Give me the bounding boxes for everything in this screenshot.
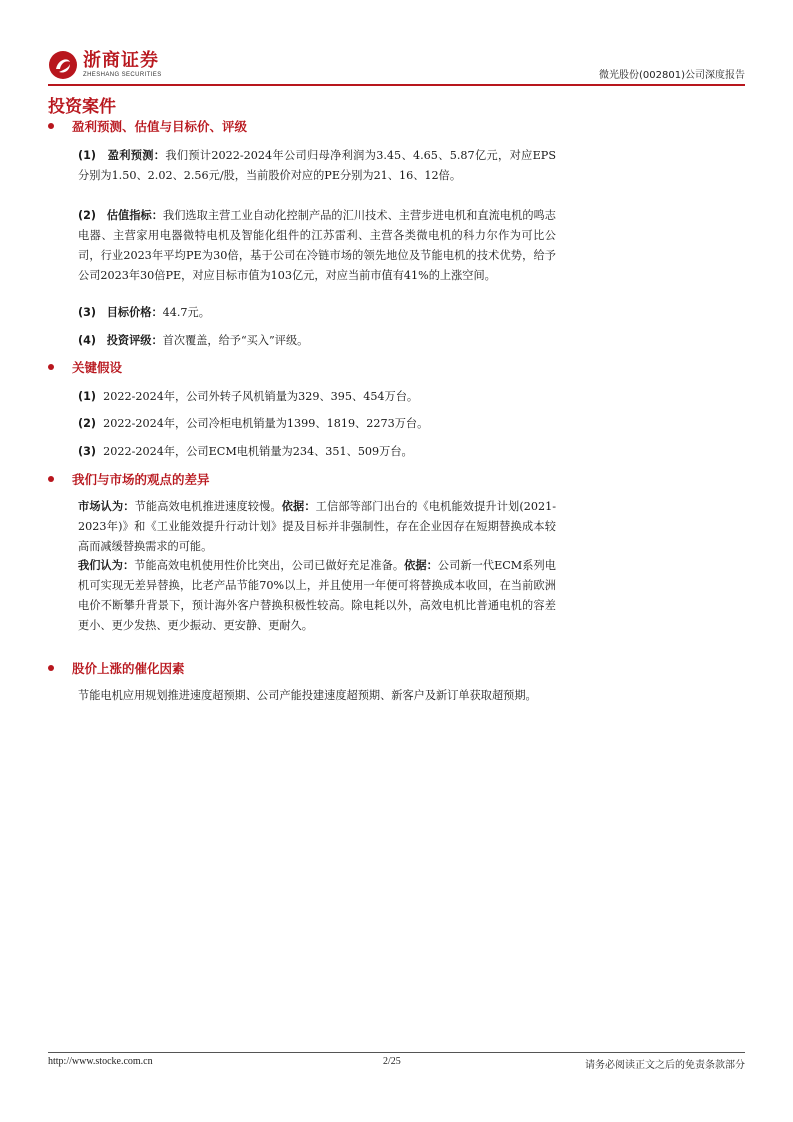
heading-key-assumptions: 关键假设 [48,358,122,376]
heading-earnings-forecast: 盈利预测、估值与目标价、评级 [48,117,247,135]
list-item: (2) 估值指标：我们选取主营工业自动化控制产品的汇川技术、主营步进电机和直流电机的鸣志电器、主营家用电器微特电机及智能化组件的江苏雷利、主营各类微电机的科力尔作为可比公司，行业2023年平均PE为30倍，基于公司在冷链市场的领先地位及节能电机的技术优势，给予公司2023年30倍PE，对应目标市值为103亿元，对应当前市值有41%的上涨空间。 [78,209,556,282]
list-item: (1) 2022-2024年，公司外转子风机销量为329、395、454万台。 [78,390,419,403]
list-item: (4) 投资评级：首次覆盖，给予“买入”评级。 [78,334,309,347]
list-item: (3) 2022-2024年，公司ECM电机销量为234、351、509万台。 [78,445,413,458]
list-item: (1) 盈利预测：我们预计2022-2024年公司归母净利润为3.45、4.65、5.87亿元，对应EPS分别为1.50、2.02、2.56元/股，当前股价对应的PE分别为21、16、12倍。 [78,149,556,182]
bullet-icon [48,476,54,482]
bullet-icon [48,123,54,129]
list-item: (2) 2022-2024年，公司冷柜电机销量为1399、1819、2273万台。 [78,417,429,430]
header-divider [48,84,745,86]
catalysts-paragraph: 节能电机应用规划推进速度超预期、公司产能投建速度超预期、新客户及新订单获取超预期。 [78,689,537,702]
footer-divider [48,1052,745,1053]
zheshang-logo-icon [48,50,78,80]
our-view-paragraph: 我们认为：节能高效电机使用性价比突出，公司已做好充足准备。依据：公司新一代ECM系列电机可实现无差异替换，比老产品节能70%以上，并且使用一年便可将替换成本收回，在当前欧洲电价不断攀升背景下，预计海外客户替换积极性较高。除电耗以外，高效电机比普通电机的容差更小、更少发热、更少振动、更安静、更耐久。 [78,559,556,632]
bullet-icon [48,665,54,671]
brand-logo [48,50,162,80]
section-title: 投资案件 [48,97,116,117]
bullet-icon [48,364,54,370]
brand-name-en: ZHESHANG SECURITIES [83,72,162,78]
page-number: 2/25 [383,1056,401,1067]
heading-catalysts: 股价上涨的催化因素 [48,659,185,677]
footer-url-link[interactable]: http://www.stocke.com.cn [48,1056,153,1067]
page-header [48,50,745,84]
market-view-paragraph: 市场认为：节能高效电机推进速度较慢。依据：工信部等部门出台的《电机能效提升计划(2021-2023年)》和《工业能效提升行动计划》提及目标并非强制性，存在企业因存在短期替换成本较高而减缓替换需求的可能。 [78,500,556,553]
footer-disclaimer: 请务必阅读正文之后的免责条款部分 [585,1060,745,1071]
report-title: 微光股份(002801)公司深度报告 [599,70,745,81]
heading-view-difference: 我们与市场的观点的差异 [48,470,210,488]
brand-name-cn: 浙商证券 [83,50,159,71]
list-item: (3) 目标价格：44.7元。 [78,306,210,319]
